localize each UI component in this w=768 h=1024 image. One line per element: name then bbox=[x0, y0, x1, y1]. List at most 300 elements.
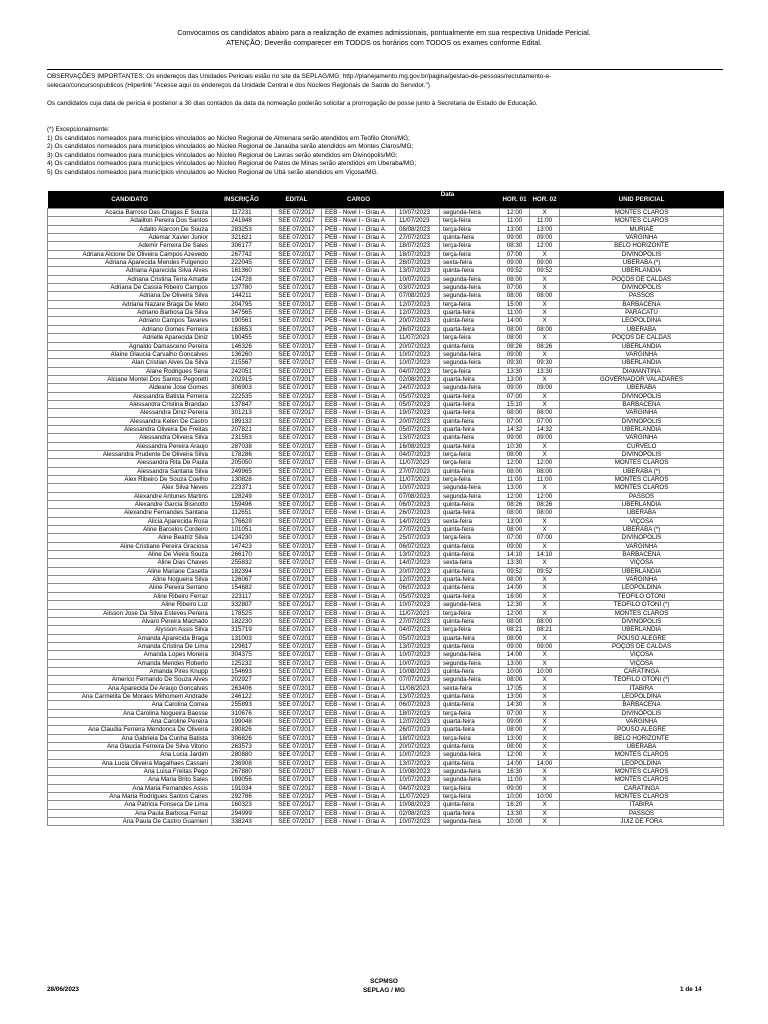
cell-candidato: Alaine Glaucia Carvalho Goncalves bbox=[48, 350, 212, 358]
cell-hor2: X bbox=[530, 818, 560, 826]
cell-candidato: Adriano Gomes Ferreira bbox=[48, 325, 212, 333]
table-row bbox=[48, 768, 724, 776]
footer-page: 1 de 14 bbox=[680, 986, 702, 993]
cell-weekday: quinta-feira bbox=[440, 617, 500, 625]
table-row bbox=[48, 634, 724, 642]
cell-edital: SEE 07/2017 bbox=[272, 651, 322, 659]
cell-hor2: X bbox=[530, 334, 560, 342]
cell-edital: SEE 07/2017 bbox=[272, 659, 322, 667]
cell-unid: POUSO ALEGRE bbox=[560, 726, 724, 734]
cell-hor2: X bbox=[530, 743, 560, 751]
cell-edital: SEE 07/2017 bbox=[272, 509, 322, 517]
cell-inscricao: 231553 bbox=[212, 434, 272, 442]
cell-inscricao: 144211 bbox=[212, 292, 272, 300]
cell-edital: SEE 07/2017 bbox=[272, 526, 322, 534]
cell-date: 02/08/2023 bbox=[396, 375, 440, 383]
cell-edital: SEE 07/2017 bbox=[272, 692, 322, 700]
cell-unid: POUSO ALEGRE bbox=[560, 634, 724, 642]
cell-edital: SEE 07/2017 bbox=[272, 776, 322, 784]
cell-cargo: EEB - Nivel I - Grau A bbox=[322, 684, 396, 692]
cell-weekday: quinta-feira bbox=[440, 743, 500, 751]
cell-date: 10/07/2023 bbox=[396, 776, 440, 784]
cell-unid: UBERABA bbox=[560, 384, 724, 392]
cell-cargo: EEB - Nivel I - Grau A bbox=[322, 801, 396, 809]
cell-hor1: 12:00 bbox=[500, 459, 530, 467]
table-row bbox=[48, 534, 724, 542]
observations-lead: OBSERVAÇÕES IMPORTANTES: Os endereços das Unidades Periciais estão no site da SEPLAG/MG: http://planejamento.mg.gov.br/pagina/gestao-de-pessoas/recrutamento-e- bbox=[47, 73, 552, 80]
cell-unid: DIVINÓPOLIS bbox=[560, 284, 724, 292]
cell-inscricao: 178286 bbox=[212, 450, 272, 458]
cell-edital: SEE 07/2017 bbox=[272, 375, 322, 383]
cell-weekday: segunda-feira bbox=[440, 768, 500, 776]
cell-hor2: 09:00 bbox=[530, 642, 560, 650]
cell-hor1: 08:00 bbox=[500, 743, 530, 751]
cell-hor2: X bbox=[530, 659, 560, 667]
table-row bbox=[48, 501, 724, 509]
cell-weekday: quinta-feira bbox=[440, 434, 500, 442]
cell-date: 04/07/2023 bbox=[396, 626, 440, 634]
cell-weekday: quarta-feira bbox=[440, 809, 500, 817]
cell-inscricao: 154682 bbox=[212, 584, 272, 592]
cell-cargo: EEB - Nivel I - Grau A bbox=[322, 300, 396, 308]
cell-hor1: 12:00 bbox=[500, 492, 530, 500]
table-row bbox=[48, 275, 724, 283]
cell-date: 12/07/2023 bbox=[396, 300, 440, 308]
cell-weekday: segunda-feira bbox=[440, 275, 500, 283]
cell-unid: VARGINHA bbox=[560, 350, 724, 358]
cell-hor1: 16:00 bbox=[500, 592, 530, 600]
cell-date: 05/07/2023 bbox=[396, 592, 440, 600]
cell-weekday: quarta-feira bbox=[440, 309, 500, 317]
cell-edital: SEE 07/2017 bbox=[272, 551, 322, 559]
cell-hor1: 13:30 bbox=[500, 559, 530, 567]
cell-candidato: Ana Aparecida De Araujo Goncalves bbox=[48, 684, 212, 692]
cell-date: 13/07/2023 bbox=[396, 642, 440, 650]
cell-hor1: 14:30 bbox=[500, 701, 530, 709]
cell-candidato: Adrielle Aparecida Diniz bbox=[48, 334, 212, 342]
cell-unid: MONTES CLAROS bbox=[560, 217, 724, 225]
cell-hor1: 08:30 bbox=[500, 242, 530, 250]
cell-date: 11/07/2023 bbox=[396, 609, 440, 617]
cell-hor2: 07:00 bbox=[530, 417, 560, 425]
exception-1: 1) Os candidatos nomeados para municípios vinculados ao Núcleo Regional de Almenara serão atendidos em Teófilo Otoni/MG; bbox=[47, 134, 410, 142]
table-row bbox=[48, 559, 724, 567]
cell-candidato: Aldeane Jose Gomes bbox=[48, 384, 212, 392]
cell-weekday: sexta-feira bbox=[440, 517, 500, 525]
cell-weekday: terça-feira bbox=[440, 300, 500, 308]
cell-weekday: segunda-feira bbox=[440, 484, 500, 492]
cell-hor2: 09:00 bbox=[530, 234, 560, 242]
cell-candidato: Ana Luisa Freitas Pego bbox=[48, 768, 212, 776]
cell-unid: MONTES CLAROS bbox=[560, 609, 724, 617]
cell-weekday: terça-feira bbox=[440, 609, 500, 617]
cell-date: 10/08/2023 bbox=[396, 768, 440, 776]
cell-hor1: 13:00 bbox=[500, 225, 530, 233]
cell-hor2: X bbox=[530, 542, 560, 550]
table-row bbox=[48, 793, 724, 801]
cell-date: 20/07/2023 bbox=[396, 317, 440, 325]
cell-unid: VARGINHA bbox=[560, 409, 724, 417]
cell-candidato: Alessandra Kelen De Castro bbox=[48, 417, 212, 425]
cell-candidato: Ana Maria Brito Sales bbox=[48, 776, 212, 784]
cell-candidato: Aline Barcelos Cordeiro bbox=[48, 526, 212, 534]
cell-hor1: 12:00 bbox=[500, 609, 530, 617]
cell-weekday: quarta-feira bbox=[440, 726, 500, 734]
cell-hor1: 08:26 bbox=[500, 501, 530, 509]
cell-hor1: 10:00 bbox=[500, 667, 530, 675]
cell-weekday: segunda-feira bbox=[440, 651, 500, 659]
table-row bbox=[48, 417, 724, 425]
cell-candidato: Alessandra Batista Ferreira bbox=[48, 392, 212, 400]
cell-cargo: PEB - Nivel I - Grau A bbox=[322, 325, 396, 333]
cell-hor2: X bbox=[530, 776, 560, 784]
cell-date: 04/07/2023 bbox=[396, 450, 440, 458]
cell-candidato: Ana Carolina Nogueira Baesse bbox=[48, 709, 212, 717]
cell-candidato: Alessandra Cristina Brandao bbox=[48, 400, 212, 408]
cell-inscricao: 304375 bbox=[212, 651, 272, 659]
cell-inscricao: 124230 bbox=[212, 534, 272, 542]
cell-unid: VIÇOSA bbox=[560, 559, 724, 567]
cell-edital: SEE 07/2017 bbox=[272, 534, 322, 542]
cell-unid: UBERLÂNDIA bbox=[560, 626, 724, 634]
cell-weekday: terça-feira bbox=[440, 734, 500, 742]
cell-hor2: X bbox=[530, 701, 560, 709]
cell-unid: UBERABA bbox=[560, 509, 724, 517]
cell-cargo: PEB - Nivel I - Grau A bbox=[322, 250, 396, 258]
cell-date: 03/07/2023 bbox=[396, 284, 440, 292]
cell-unid: GOVERNADOR VALADARES bbox=[560, 375, 724, 383]
cell-hor1: 13:00 bbox=[500, 375, 530, 383]
header-inscricao: INSCRIÇÃO bbox=[212, 191, 272, 209]
convocation-table bbox=[47, 191, 724, 826]
cell-candidato: Alex Silva Neves bbox=[48, 484, 212, 492]
cell-cargo: EEB - Nivel I - Grau A bbox=[322, 567, 396, 575]
cell-hor2: 10:00 bbox=[530, 667, 560, 675]
cell-hor2: 14:10 bbox=[530, 551, 560, 559]
cell-cargo: EEB - Nivel I - Grau A bbox=[322, 450, 396, 458]
cell-candidato: Aline Beatriz Silva bbox=[48, 534, 212, 542]
cell-hor2: 08:26 bbox=[530, 501, 560, 509]
cell-hor2: 14:00 bbox=[530, 759, 560, 767]
cell-hor2: X bbox=[530, 634, 560, 642]
table-row bbox=[48, 551, 724, 559]
cell-weekday: segunda-feira bbox=[440, 209, 500, 217]
cell-date: 02/08/2023 bbox=[396, 809, 440, 817]
cell-weekday: quarta-feira bbox=[440, 409, 500, 417]
cell-weekday: quinta-feira bbox=[440, 542, 500, 550]
cell-candidato: Adriana De Cassia Ribeiro Campos bbox=[48, 284, 212, 292]
cell-candidato: Adailton Pereira Dos Santos bbox=[48, 217, 212, 225]
cell-unid: JUIZ DE FORA bbox=[560, 818, 724, 826]
cell-edital: SEE 07/2017 bbox=[272, 567, 322, 575]
cell-candidato: Ana Maria Fernandes Assis bbox=[48, 784, 212, 792]
cell-edital: SEE 07/2017 bbox=[272, 367, 322, 375]
cell-hor1: 11:00 bbox=[500, 476, 530, 484]
observations-divider bbox=[47, 69, 723, 70]
cell-cargo: EEB - Nivel I - Grau A bbox=[322, 642, 396, 650]
cell-unid: UBERLÂNDIA bbox=[560, 501, 724, 509]
cell-hor2: 08:26 bbox=[530, 342, 560, 350]
cell-date: 19/07/2023 bbox=[396, 409, 440, 417]
cell-unid: MONTES CLAROS bbox=[560, 793, 724, 801]
cell-hor1: 08:00 bbox=[500, 325, 530, 333]
cell-candidato: Alan Cristian Alves Da Silva bbox=[48, 359, 212, 367]
cell-date: 20/07/2023 bbox=[396, 567, 440, 575]
cell-candidato: Ana Carolina Correa bbox=[48, 701, 212, 709]
cell-inscricao: 182394 bbox=[212, 567, 272, 575]
cell-hor2: X bbox=[530, 442, 560, 450]
cell-date: 11/08/2023 bbox=[396, 684, 440, 692]
cell-candidato: Adriana Aparecida Mendes Fulgencio bbox=[48, 259, 212, 267]
cell-date: 04/07/2023 bbox=[396, 784, 440, 792]
cell-date: 20/07/2023 bbox=[396, 342, 440, 350]
table-row bbox=[48, 267, 724, 275]
cell-inscricao: 125232 bbox=[212, 659, 272, 667]
cell-hor2: X bbox=[530, 450, 560, 458]
cell-unid: CARATINGA bbox=[560, 667, 724, 675]
cell-cargo: EEB - Nivel I - Grau A bbox=[322, 275, 396, 283]
cell-unid: VIÇOSA bbox=[560, 659, 724, 667]
table-row bbox=[48, 809, 724, 817]
cell-date: 05/07/2023 bbox=[396, 425, 440, 433]
cell-cargo: EEB - Nivel I - Grau A bbox=[322, 751, 396, 759]
cell-date: 13/07/2023 bbox=[396, 692, 440, 700]
cell-hor2: X bbox=[530, 576, 560, 584]
cell-weekday: segunda-feira bbox=[440, 676, 500, 684]
header-line-2: ATENÇÃO: Deverão comparecer em TODOS os horários com TODOS os exames conforme Edital. bbox=[226, 38, 542, 47]
cell-weekday: quarta-feira bbox=[440, 392, 500, 400]
cell-cargo: EEB - Nivel I - Grau A bbox=[322, 334, 396, 342]
cell-weekday: segunda-feira bbox=[440, 751, 500, 759]
cell-unid: LEOPOLDINA bbox=[560, 317, 724, 325]
cell-hor2: X bbox=[530, 584, 560, 592]
cell-edital: SEE 07/2017 bbox=[272, 459, 322, 467]
cell-unid: MONTES CLAROS bbox=[560, 459, 724, 467]
table-row bbox=[48, 776, 724, 784]
cell-weekday: terça-feira bbox=[440, 793, 500, 801]
cell-candidato: Adriana Aparecida Silva Alves bbox=[48, 267, 212, 275]
cell-hor1: 11:00 bbox=[500, 309, 530, 317]
cell-hor2: 07:00 bbox=[530, 534, 560, 542]
cell-hor2: X bbox=[530, 734, 560, 742]
table-row bbox=[48, 667, 724, 675]
cell-weekday: segunda-feira bbox=[440, 359, 500, 367]
table-row bbox=[48, 576, 724, 584]
cell-unid: CURVELO bbox=[560, 442, 724, 450]
cell-hor1: 07:00 bbox=[500, 534, 530, 542]
cell-cargo: EEB - Nivel I - Grau A bbox=[322, 425, 396, 433]
cell-inscricao: 310676 bbox=[212, 709, 272, 717]
cell-hor2: X bbox=[530, 300, 560, 308]
cell-edital: SEE 07/2017 bbox=[272, 701, 322, 709]
cell-hor1: 07:00 bbox=[500, 709, 530, 717]
cell-cargo: EEB - Nivel I - Grau A bbox=[322, 534, 396, 542]
cell-date: 13/07/2023 bbox=[396, 759, 440, 767]
cell-hor1: 15:10 bbox=[500, 400, 530, 408]
cell-cargo: EEB - Nivel I - Grau A bbox=[322, 459, 396, 467]
cell-unid: CARATINGA bbox=[560, 784, 724, 792]
cell-edital: SEE 07/2017 bbox=[272, 325, 322, 333]
cell-cargo: PEB - Nivel I - Grau A bbox=[322, 793, 396, 801]
cell-candidato: Alessandra Santana Silva bbox=[48, 467, 212, 475]
cell-hor1: 09:00 bbox=[500, 717, 530, 725]
cell-hor1: 08:00 bbox=[500, 634, 530, 642]
cell-hor2: 08:00 bbox=[530, 292, 560, 300]
cell-candidato: Aline Pereira Serrano bbox=[48, 584, 212, 592]
cell-cargo: EEB - Nivel I - Grau A bbox=[322, 818, 396, 826]
cell-candidato: Alicia Aparecida Rosa bbox=[48, 517, 212, 525]
cell-date: 06/07/2023 bbox=[396, 701, 440, 709]
cell-date: 10/07/2023 bbox=[396, 350, 440, 358]
cell-inscricao: 306826 bbox=[212, 734, 272, 742]
cell-hor2: X bbox=[530, 484, 560, 492]
cell-hor2: X bbox=[530, 692, 560, 700]
cell-weekday: quinta-feira bbox=[440, 342, 500, 350]
table-row bbox=[48, 751, 724, 759]
cell-hor2: X bbox=[530, 609, 560, 617]
cell-inscricao: 223117 bbox=[212, 592, 272, 600]
exception-2: 2) Os candidatos nomeados para municípios vinculados ao Núcleo Regional de Janaúba serão atendidos em Montes Claros/MG; bbox=[47, 143, 414, 150]
cell-unid: MONTES CLAROS bbox=[560, 209, 724, 217]
cell-hor1: 12:00 bbox=[500, 751, 530, 759]
cell-cargo: EEB - Nivel I - Grau A bbox=[322, 651, 396, 659]
cell-hor2: X bbox=[530, 309, 560, 317]
footer-org-2: SEPLAG / MG bbox=[363, 987, 405, 994]
cell-edital: SEE 07/2017 bbox=[272, 634, 322, 642]
cell-hor2: 09:52 bbox=[530, 267, 560, 275]
cell-inscricao: 199048 bbox=[212, 717, 272, 725]
table-row bbox=[48, 450, 724, 458]
cell-inscricao: 306903 bbox=[212, 384, 272, 392]
cell-unid: UBERLÂNDIA bbox=[560, 342, 724, 350]
cell-candidato: Amanda Cristina De Lima bbox=[48, 642, 212, 650]
cell-hor2: X bbox=[530, 717, 560, 725]
cell-hor2: X bbox=[530, 751, 560, 759]
table-row bbox=[48, 584, 724, 592]
cell-hor2: X bbox=[530, 809, 560, 817]
cell-cargo: EEB - Nivel I - Grau A bbox=[322, 492, 396, 500]
cell-weekday: quinta-feira bbox=[440, 801, 500, 809]
table-row bbox=[48, 676, 724, 684]
cell-hor1: 08:00 bbox=[500, 334, 530, 342]
cell-weekday: sexta-feira bbox=[440, 684, 500, 692]
cell-weekday: terça-feira bbox=[440, 225, 500, 233]
cell-weekday: quinta-feira bbox=[440, 417, 500, 425]
cell-inscricao: 176629 bbox=[212, 517, 272, 525]
cell-unid: VIÇOSA bbox=[560, 651, 724, 659]
cell-hor1: 14:00 bbox=[500, 584, 530, 592]
cell-unid: DIVINÓPOLIS bbox=[560, 709, 724, 717]
cell-weekday: terça-feira bbox=[440, 459, 500, 467]
cell-hor2: 11:00 bbox=[530, 476, 560, 484]
cell-edital: SEE 07/2017 bbox=[272, 576, 322, 584]
cell-candidato: Aline Dias Chaves bbox=[48, 559, 212, 567]
cell-edital: SEE 07/2017 bbox=[272, 734, 322, 742]
cell-unid: VARGINHA bbox=[560, 717, 724, 725]
table-row bbox=[48, 492, 724, 500]
cell-hor1: 09:00 bbox=[500, 384, 530, 392]
cell-hor2: X bbox=[530, 676, 560, 684]
cell-date: 11/07/2023 bbox=[396, 334, 440, 342]
cell-hor1: 16:30 bbox=[500, 768, 530, 776]
cell-date: 07/07/2023 bbox=[396, 676, 440, 684]
cell-hor1: 08:00 bbox=[500, 676, 530, 684]
cell-weekday: terça-feira bbox=[440, 709, 500, 717]
cell-cargo: EEB - Nivel I - Grau A bbox=[322, 476, 396, 484]
table-row bbox=[48, 334, 724, 342]
cell-unid: UBERABA bbox=[560, 743, 724, 751]
cell-edital: SEE 07/2017 bbox=[272, 793, 322, 801]
cell-date: 18/07/2023 bbox=[396, 242, 440, 250]
cell-weekday: terça-feira bbox=[440, 242, 500, 250]
cell-cargo: EEB - Nivel I - Grau A bbox=[322, 392, 396, 400]
cell-edital: SEE 07/2017 bbox=[272, 242, 322, 250]
cell-unid: UBERABA bbox=[560, 325, 724, 333]
cell-edital: SEE 07/2017 bbox=[272, 425, 322, 433]
cell-hor2: 08:00 bbox=[530, 467, 560, 475]
cell-edital: SEE 07/2017 bbox=[272, 409, 322, 417]
table-row bbox=[48, 709, 724, 717]
cell-hor1: 10:30 bbox=[500, 442, 530, 450]
cell-edital: SEE 07/2017 bbox=[272, 434, 322, 442]
cell-date: 10/07/2023 bbox=[396, 209, 440, 217]
cell-edital: SEE 07/2017 bbox=[272, 209, 322, 217]
cell-date: 27/07/2023 bbox=[396, 526, 440, 534]
cell-weekday: sexta-feira bbox=[440, 259, 500, 267]
footer-date: 28/06/2023 bbox=[47, 986, 79, 993]
cell-date: 16/08/2023 bbox=[396, 442, 440, 450]
cell-inscricao: 136260 bbox=[212, 350, 272, 358]
table-row bbox=[48, 726, 724, 734]
cell-hor2: 12:00 bbox=[530, 242, 560, 250]
cell-hor1: 17:05 bbox=[500, 684, 530, 692]
cell-hor2: 08:00 bbox=[530, 509, 560, 517]
table-row bbox=[48, 692, 724, 700]
cell-hor2: 10:00 bbox=[530, 793, 560, 801]
cell-edital: SEE 07/2017 bbox=[272, 267, 322, 275]
cell-unid: DIVINÓPOLIS bbox=[560, 392, 724, 400]
exception-5: 5) Os candidatos nomeados para municípios vinculados ao Núcleo Regional de Ubá serão atendidos em Viçosa/MG. bbox=[47, 168, 379, 176]
cell-weekday: quarta-feira bbox=[440, 425, 500, 433]
cell-weekday: terça-feira bbox=[440, 250, 500, 258]
table-row bbox=[48, 217, 724, 225]
cell-candidato: Adriana Alcione De Oliveira Campos Azevedo bbox=[48, 250, 212, 258]
cell-unid: MONTES CLAROS bbox=[560, 751, 724, 759]
cell-hor2: 08:00 bbox=[530, 325, 560, 333]
cell-hor2: 09:00 bbox=[530, 434, 560, 442]
cell-inscricao: 246122 bbox=[212, 692, 272, 700]
cell-candidato: Alysson Assis Silva bbox=[48, 626, 212, 634]
cell-inscricao: 263406 bbox=[212, 684, 272, 692]
cell-candidato: Aline Nogueira Silva bbox=[48, 576, 212, 584]
cell-candidato: Aline Cristiane Pereira Graciosa bbox=[48, 542, 212, 550]
cell-cargo: EEB - Nivel I - Grau A bbox=[322, 734, 396, 742]
cell-edital: SEE 07/2017 bbox=[272, 317, 322, 325]
cell-cargo: EEB - Nivel I - Grau A bbox=[322, 501, 396, 509]
cell-inscricao: 131003 bbox=[212, 634, 272, 642]
cell-cargo: EEB - Nivel I - Grau A bbox=[322, 726, 396, 734]
cell-cargo: EEB - Nivel I - Grau A bbox=[322, 809, 396, 817]
cell-inscricao: 124728 bbox=[212, 275, 272, 283]
cell-hor2: 08:21 bbox=[530, 626, 560, 634]
table-body bbox=[48, 209, 724, 826]
cell-hor1: 08:00 bbox=[500, 450, 530, 458]
header-hor2: HOR. 02 bbox=[530, 191, 560, 209]
cell-inscricao: 215567 bbox=[212, 359, 272, 367]
cell-edital: SEE 07/2017 bbox=[272, 225, 322, 233]
cell-hor1: 08:26 bbox=[500, 342, 530, 350]
cell-date: 05/07/2023 bbox=[396, 392, 440, 400]
